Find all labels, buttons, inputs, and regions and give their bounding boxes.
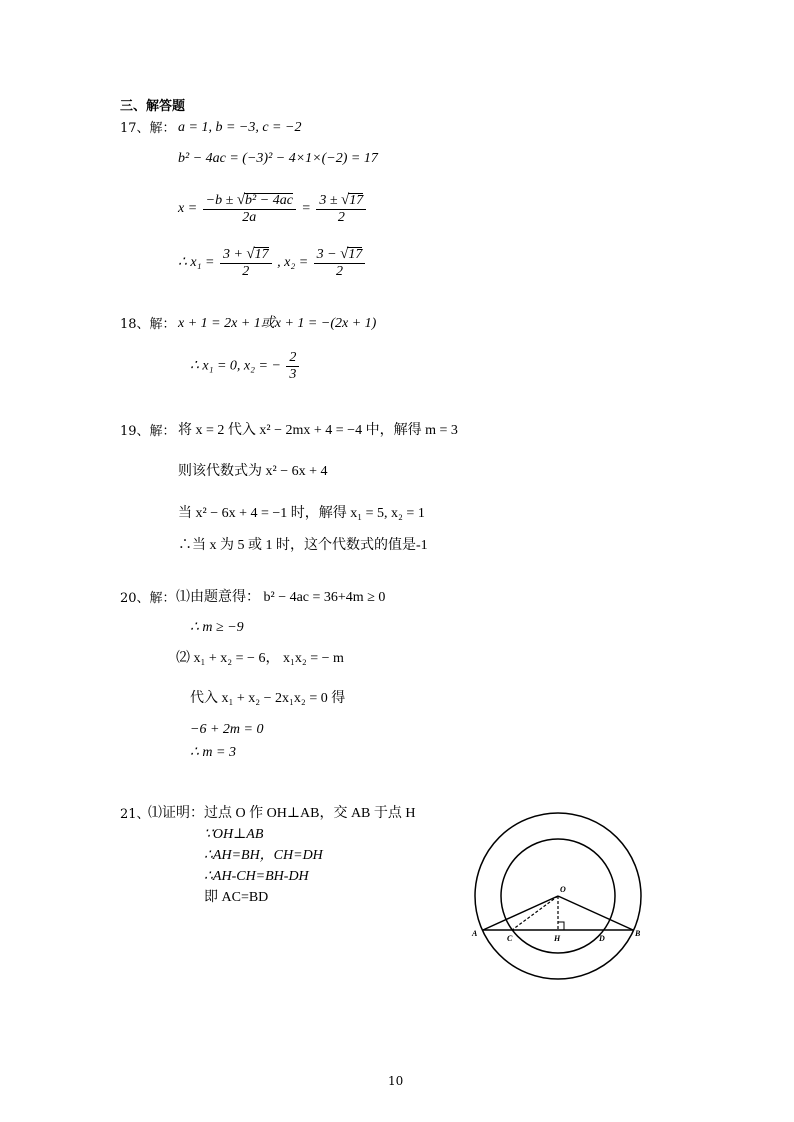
label-h: H — [554, 934, 561, 943]
label-o: O — [560, 885, 566, 894]
formula-radicand-2: 17 — [349, 193, 364, 208]
problem-21-line-5: 即 AC=BD — [204, 890, 269, 905]
problem-20-line-1: ⑴由题意得： b² − 4ac = 36+4m ≥ 0 — [176, 590, 386, 605]
problem-17-line-1: a = 1, b = −3, c = −2 — [178, 120, 302, 135]
label-a: A — [472, 929, 478, 938]
problem-20-label: 20、解： — [120, 591, 176, 606]
problem-19-line-1: 将 x = 2 代入 x² − 2mx + 4 = −4 中，解得 m = 3 — [178, 423, 458, 438]
problem-17-roots — [178, 246, 367, 280]
p18-fraction-num: 2 — [286, 350, 299, 367]
roots-radicand-1: 17 — [254, 247, 269, 262]
problem-20-line-4: 代入 x₁ + x₂ − 2x₁x₂ = 0 得 — [190, 691, 346, 706]
roots-mid: , x₂ = — [277, 255, 309, 271]
page-number: 10 — [388, 1074, 404, 1088]
problem-18-line-2 — [190, 350, 301, 383]
problem-17-label: 17、解： — [120, 121, 176, 136]
formula-fraction-1: $\frac{\text{−b ± √b² − 4ac}}{2a}$ — [203, 192, 296, 226]
problem-21-line-2: ∵OH⊥AB — [204, 827, 264, 842]
concentric-circles-figure — [465, 800, 655, 990]
problem-19-line-2: 则该代数式为 x² − 6x + 4 — [178, 464, 328, 479]
problem-19-line-3: 当 x² − 6x + 4 = −1 时，解得 x₁ = 5, x₂ = 1 — [178, 506, 425, 521]
problem-21-line-1: ⑴证明：过点 O 作 OH⊥AB，交 AB 于点 H — [148, 806, 416, 821]
roots-radicand-2: 17 — [348, 247, 363, 262]
formula-fraction-2: $\frac{3 \pm √17}{2}$ — [316, 192, 366, 226]
roots-prefix: ∴ x₁ = — [178, 255, 215, 271]
label-d: D — [599, 934, 605, 943]
problem-20-line-3: ⑵ x₁ + x₂ = − 6， x₁x₂ = − m — [176, 651, 344, 666]
roots-fraction-2: $\frac{3 - √17}{2}$ — [314, 246, 366, 280]
label-b: B — [635, 929, 641, 938]
section-heading: 三、解答题 — [120, 99, 186, 114]
roots-num-2: 3 − — [316, 247, 341, 262]
problem-18-line-1: x + 1 = 2x + 1或x + 1 = −(2x + 1) — [178, 316, 377, 331]
formula-num-1: −b ± — [205, 193, 237, 208]
formula-eq: = — [301, 201, 311, 217]
problem-20-line-6: ∴ m = 3 — [190, 745, 236, 760]
p18-fraction-den: 3 — [289, 367, 297, 382]
segment-ob — [558, 896, 633, 930]
p18-fraction — [286, 350, 299, 383]
problem-20-line-2: ∴ m ≥ −9 — [190, 620, 244, 635]
formula-den-1: 2a — [242, 210, 257, 225]
problem-18-label: 18、解： — [120, 317, 176, 332]
formula-num-2: 3 ± — [319, 193, 342, 208]
label-c: C — [507, 934, 513, 943]
formula-den-2: 2 — [337, 210, 345, 225]
roots-den-1: 2 — [242, 264, 250, 279]
p18-roots-prefix: ∴ x₁ = 0, x₂ = − — [190, 358, 281, 374]
problem-21-line-4: ∴AH-CH=BH-DH — [204, 869, 309, 884]
right-angle-mark — [558, 922, 564, 930]
problem-17-line-2: b² − 4ac = (−3)² − 4×1×(−2) = 17 — [178, 151, 378, 166]
roots-fraction-1: $\frac{3 + √17}{2}$ — [220, 246, 272, 280]
problem-21-line-3: ∴AH=BH，CH=DH — [204, 848, 323, 863]
problem-17-quadratic-formula — [178, 192, 368, 226]
segment-oa — [483, 896, 558, 930]
formula-radicand-1: b² − 4ac — [245, 193, 293, 208]
problem-19-line-4: ∴当 x 为 5 或 1 时，这个代数式的值是-1 — [178, 538, 428, 553]
problem-19-label: 19、解： — [120, 424, 176, 439]
problem-21-label: 21、 — [120, 807, 150, 822]
formula-lhs: x = — [178, 201, 198, 217]
roots-num-1: 3 + — [222, 247, 247, 262]
roots-den-2: 2 — [336, 264, 343, 279]
problem-20-line-5: −6 + 2m = 0 — [190, 722, 264, 737]
